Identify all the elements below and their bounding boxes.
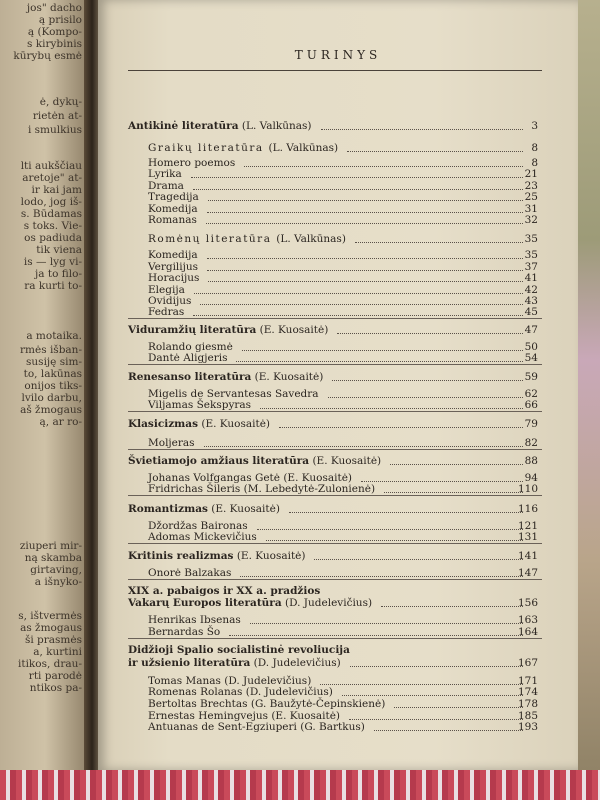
page-number: 193 <box>517 721 538 733</box>
entry-title: Romantizmas (E. Kuosaitė) <box>128 503 280 515</box>
page-number: 110 <box>517 483 538 495</box>
leader-dots <box>191 177 523 178</box>
left-page-text-fragment: rmės išban- <box>20 344 82 356</box>
left-page-text-fragment: ra kurti to- <box>24 280 82 292</box>
left-page-text-fragment: susiję sim- <box>26 356 82 368</box>
entry-title: Antikinė literatūra (L. Valkūnas) <box>128 120 312 132</box>
leader-dots <box>194 293 523 294</box>
left-page-text-fragment: rti parodė <box>28 670 82 682</box>
leader-dots <box>390 464 523 465</box>
leader-dots <box>240 576 523 577</box>
left-page-text-fragment: os padiuda <box>24 232 82 244</box>
page-number: 163 <box>517 614 538 626</box>
leader-dots <box>320 684 523 685</box>
entry-title: Onorė Balzakas <box>148 567 232 579</box>
left-page-text-fragment: aretoje" at- <box>22 172 82 184</box>
left-page-text-fragment: rietėn at- <box>32 110 82 122</box>
entry-title: Bernardas Šo <box>148 626 221 638</box>
page-number: 79 <box>524 418 538 430</box>
page-number: 31 <box>524 203 538 215</box>
page-number: 45 <box>524 306 538 318</box>
entry-title: Henrikas Ibsenas <box>148 614 241 626</box>
entry-title: Johanas Volfgangas Getė (E. Kuosaitė) <box>148 472 352 484</box>
left-page-text-fragment: a motaika. <box>26 330 82 342</box>
page-number: 171 <box>517 675 538 687</box>
entry-title: Vergilijus <box>148 261 199 273</box>
page-number: 3 <box>531 120 538 132</box>
entry-author: (D. Judelevičius) <box>245 686 333 698</box>
left-page-text-fragment: jos" dacho <box>26 2 82 14</box>
leader-dots <box>361 481 523 482</box>
left-page-text-fragment: ntikos pa- <box>29 682 82 694</box>
leader-dots <box>207 270 523 271</box>
page-number: 174 <box>517 686 538 698</box>
page-number: 43 <box>524 295 538 307</box>
page-number: 88 <box>524 455 538 467</box>
section-divider <box>128 411 542 412</box>
left-page-text-fragment: girtaving, <box>30 564 82 576</box>
leader-dots <box>207 212 523 213</box>
left-page-text-fragment: s. Būdamas <box>20 208 82 220</box>
page-number: 8 <box>531 142 538 154</box>
page-number: 25 <box>524 191 538 203</box>
page-number: 116 <box>517 503 538 515</box>
page-number: 32 <box>524 214 538 226</box>
entry-author: (E. Kuosaitė) <box>211 503 280 515</box>
leader-dots <box>374 730 523 731</box>
page-number: 35 <box>524 249 538 261</box>
section-divider <box>128 638 542 639</box>
leader-dots <box>206 223 523 224</box>
entry-author: (E. Kuosaitė) <box>201 418 271 430</box>
entry-title: Viljamas Šekspyras <box>148 399 252 411</box>
left-page-text-fragment: ą prisilo <box>38 14 82 26</box>
page-number: 35 <box>524 233 538 245</box>
entry-title: Lyrika <box>148 168 182 180</box>
leader-dots <box>314 559 523 560</box>
entry-author: (D. Judelevičius) <box>284 597 373 609</box>
left-page-text-fragment: lti aukščiau <box>20 160 82 172</box>
page-number: 8 <box>531 157 538 169</box>
entry-author: (M. Lebedytė-Zulonienė) <box>243 483 376 495</box>
leader-dots <box>260 408 523 409</box>
leader-dots <box>347 151 523 152</box>
leader-dots <box>328 397 523 398</box>
left-page-text-fragment: i smulkius <box>27 124 82 136</box>
left-page-text-fragment: to, lakūnas <box>23 368 82 380</box>
left-page-text-fragment: ir kai jam <box>31 184 82 196</box>
left-page-text-fragment: s, ištvermės <box>18 610 82 622</box>
leader-dots <box>257 529 523 530</box>
entry-title: Bertoltas Brechtas (G. Baužytė-Čepinskienė) <box>148 698 386 710</box>
left-page-text-fragment: onijos tiks- <box>24 380 82 392</box>
entry-author: (E. Kuosaitė) <box>283 472 352 484</box>
leader-dots <box>350 666 523 667</box>
section-divider <box>128 579 542 580</box>
page-number: 47 <box>524 324 538 336</box>
page-number: 141 <box>517 550 538 562</box>
left-page-text-fragment: ja to filo- <box>35 268 82 280</box>
left-page-text-fragment: lodo, jog iš- <box>20 196 82 208</box>
leader-dots <box>204 446 523 447</box>
entry-title: Graikų literatūra (L. Valkūnas) <box>148 142 339 154</box>
leader-dots <box>250 623 523 624</box>
entry-title: Vakarų Europos literatūra (D. Judelevičius) <box>128 597 373 609</box>
title-rule <box>128 70 542 71</box>
entry-author: (L. Valkūnas) <box>276 233 346 245</box>
entry-author: (L. Valkūnas) <box>268 142 339 154</box>
entry-title: Ovidijus <box>148 295 192 307</box>
left-page-text-fragment: is — lyg vi- <box>23 256 82 268</box>
entry-author: (D. Judelevičius) <box>253 657 341 669</box>
entry-title: Švietiamojo amžiaus literatūra (E. Kuosaitė) <box>128 455 382 467</box>
entry-title: Drama <box>148 180 184 192</box>
section-divider <box>128 495 542 496</box>
page-number: 82 <box>524 437 538 449</box>
entry-title: Kritinis realizmas (E. Kuosaitė) <box>128 550 306 562</box>
page-number: 54 <box>524 352 538 364</box>
entry-author: (E. Kuosaitė) <box>259 324 329 336</box>
leader-dots <box>229 635 523 636</box>
left-page-text-fragment: itikos, drau- <box>18 658 82 670</box>
entry-title: Horacijus <box>148 272 200 284</box>
leader-dots <box>244 166 523 167</box>
page-number: 167 <box>517 657 538 669</box>
entry-author: (E. Kuosaitė) <box>312 455 382 467</box>
book-edge <box>578 0 600 800</box>
left-page-text-fragment: a išnyko- <box>34 576 82 588</box>
leader-dots <box>332 380 523 381</box>
section-divider <box>128 318 542 319</box>
page-number: 147 <box>517 567 538 579</box>
entry-title: Fridrichas Šileris (M. Lebedytė-Zulonienė) <box>148 483 376 495</box>
page-title: TURINYS <box>294 48 382 62</box>
entry-author: (E. Kuosaitė) <box>271 710 340 722</box>
entry-title: Rolando giesmė <box>148 341 233 353</box>
page-number: 42 <box>524 284 538 296</box>
leader-dots <box>384 492 523 493</box>
page-number: 59 <box>524 371 538 383</box>
page-number: 66 <box>524 399 538 411</box>
entry-title: Renesanso literatūra (E. Kuosaitė) <box>128 371 324 383</box>
entry-author: (D. Judelevičius) <box>224 675 312 687</box>
leader-dots <box>279 427 523 428</box>
page-number: 62 <box>524 388 538 400</box>
section-divider <box>128 364 542 365</box>
entry-title: Romanas <box>148 214 197 226</box>
entry-title: Antuanas de Sent-Egziuperi (G. Bartkus) <box>148 721 365 733</box>
leader-dots <box>208 200 523 201</box>
leader-dots <box>242 350 523 351</box>
entry-author: (G. Baužytė-Čepinskienė) <box>250 698 386 710</box>
leader-dots <box>207 258 523 259</box>
page-number: 185 <box>517 710 538 722</box>
left-page-text-fragment: as žmogaus <box>20 622 82 634</box>
section-divider <box>128 543 542 544</box>
entry-author: (G. Bartkus) <box>300 721 365 733</box>
entry-title: ir užsienio literatūra (D. Judelevičius) <box>128 657 341 669</box>
page-number: 131 <box>517 531 538 543</box>
leader-dots <box>337 333 523 334</box>
entry-title: Didžioji Spalio socialistinė revoliucija <box>128 644 350 656</box>
section-divider <box>128 449 542 450</box>
left-page-text-fragment: ną skamba <box>24 552 82 564</box>
left-page-text-fragment: ą, ar ro- <box>39 416 82 428</box>
left-page-text-fragment: tik viena <box>36 244 82 256</box>
entry-title: Klasicizmas (E. Kuosaitė) <box>128 418 271 430</box>
left-page <box>0 0 90 800</box>
tablecloth <box>0 770 600 800</box>
leader-dots <box>321 129 523 130</box>
entry-title: Elegija <box>148 284 185 296</box>
page-number: 23 <box>524 180 538 192</box>
leader-dots <box>355 242 523 243</box>
leader-dots <box>193 315 523 316</box>
entry-title: Migelis de Servantesas Savedra <box>148 388 319 400</box>
page-number: 37 <box>524 261 538 273</box>
leader-dots <box>349 719 523 720</box>
entry-title: XIX a. pabaigos ir XX a. pradžios <box>128 585 321 597</box>
page-number: 156 <box>517 597 538 609</box>
entry-title: Tomas Manas (D. Judelevičius) <box>148 675 312 687</box>
entry-title: Komedija <box>148 203 198 215</box>
entry-title: Komedija <box>148 249 198 261</box>
left-page-text-fragment: s kirybinis <box>27 38 82 50</box>
leader-dots <box>342 695 523 696</box>
leader-dots <box>266 540 523 541</box>
left-page-text-fragment: a, kurtini <box>33 646 82 658</box>
entry-title: Moljeras <box>148 437 195 449</box>
left-page-text-fragment: ši prasmės <box>24 634 82 646</box>
entry-title: Ernestas Hemingvejus (E. Kuosaitė) <box>148 710 340 722</box>
contents-page <box>98 0 578 770</box>
leader-dots <box>394 707 523 708</box>
left-page-text-fragment: ė, dykų- <box>39 96 82 108</box>
page-number: 50 <box>524 341 538 353</box>
entry-author: (E. Kuosaitė) <box>254 371 324 383</box>
entry-title: Dantė Aligjeris <box>148 352 228 364</box>
leader-dots <box>289 512 523 513</box>
entry-author: (L. Valkūnas) <box>241 120 312 132</box>
entry-title: Viduramžių literatūra (E. Kuosaitė) <box>128 324 329 336</box>
entry-title: Romenas Rolanas (D. Judelevičius) <box>148 686 333 698</box>
entry-title: Romėnų literatūra (L. Valkūnas) <box>148 233 346 245</box>
entry-title: Džordžas Baironas <box>148 520 248 532</box>
left-page-text-fragment: aš žmogaus <box>20 404 82 416</box>
page-number: 164 <box>517 626 538 638</box>
page-number: 94 <box>524 472 538 484</box>
leader-dots <box>200 304 523 305</box>
leader-dots <box>193 189 523 190</box>
leader-dots <box>381 606 523 607</box>
left-page-text-fragment: kūrybų esmė <box>13 50 82 62</box>
page-number: 178 <box>517 698 538 710</box>
leader-dots <box>208 281 523 282</box>
entry-title: Tragedija <box>148 191 199 203</box>
page-number: 41 <box>524 272 538 284</box>
entry-title: Homero poemos <box>148 157 236 169</box>
left-page-text-fragment: ziuperi mir- <box>19 540 82 552</box>
leader-dots <box>236 361 523 362</box>
left-page-text-fragment: s toks. Vie- <box>23 220 82 232</box>
entry-title: Adomas Mickevičius <box>148 531 257 543</box>
page-number: 121 <box>517 520 538 532</box>
entry-title: Fedras <box>148 306 185 318</box>
left-page-text-fragment: lvilo darbu, <box>21 392 82 404</box>
entry-author: (E. Kuosaitė) <box>236 550 306 562</box>
left-page-text-fragment: ą (Kompo- <box>27 26 82 38</box>
page-number: 21 <box>524 168 538 180</box>
